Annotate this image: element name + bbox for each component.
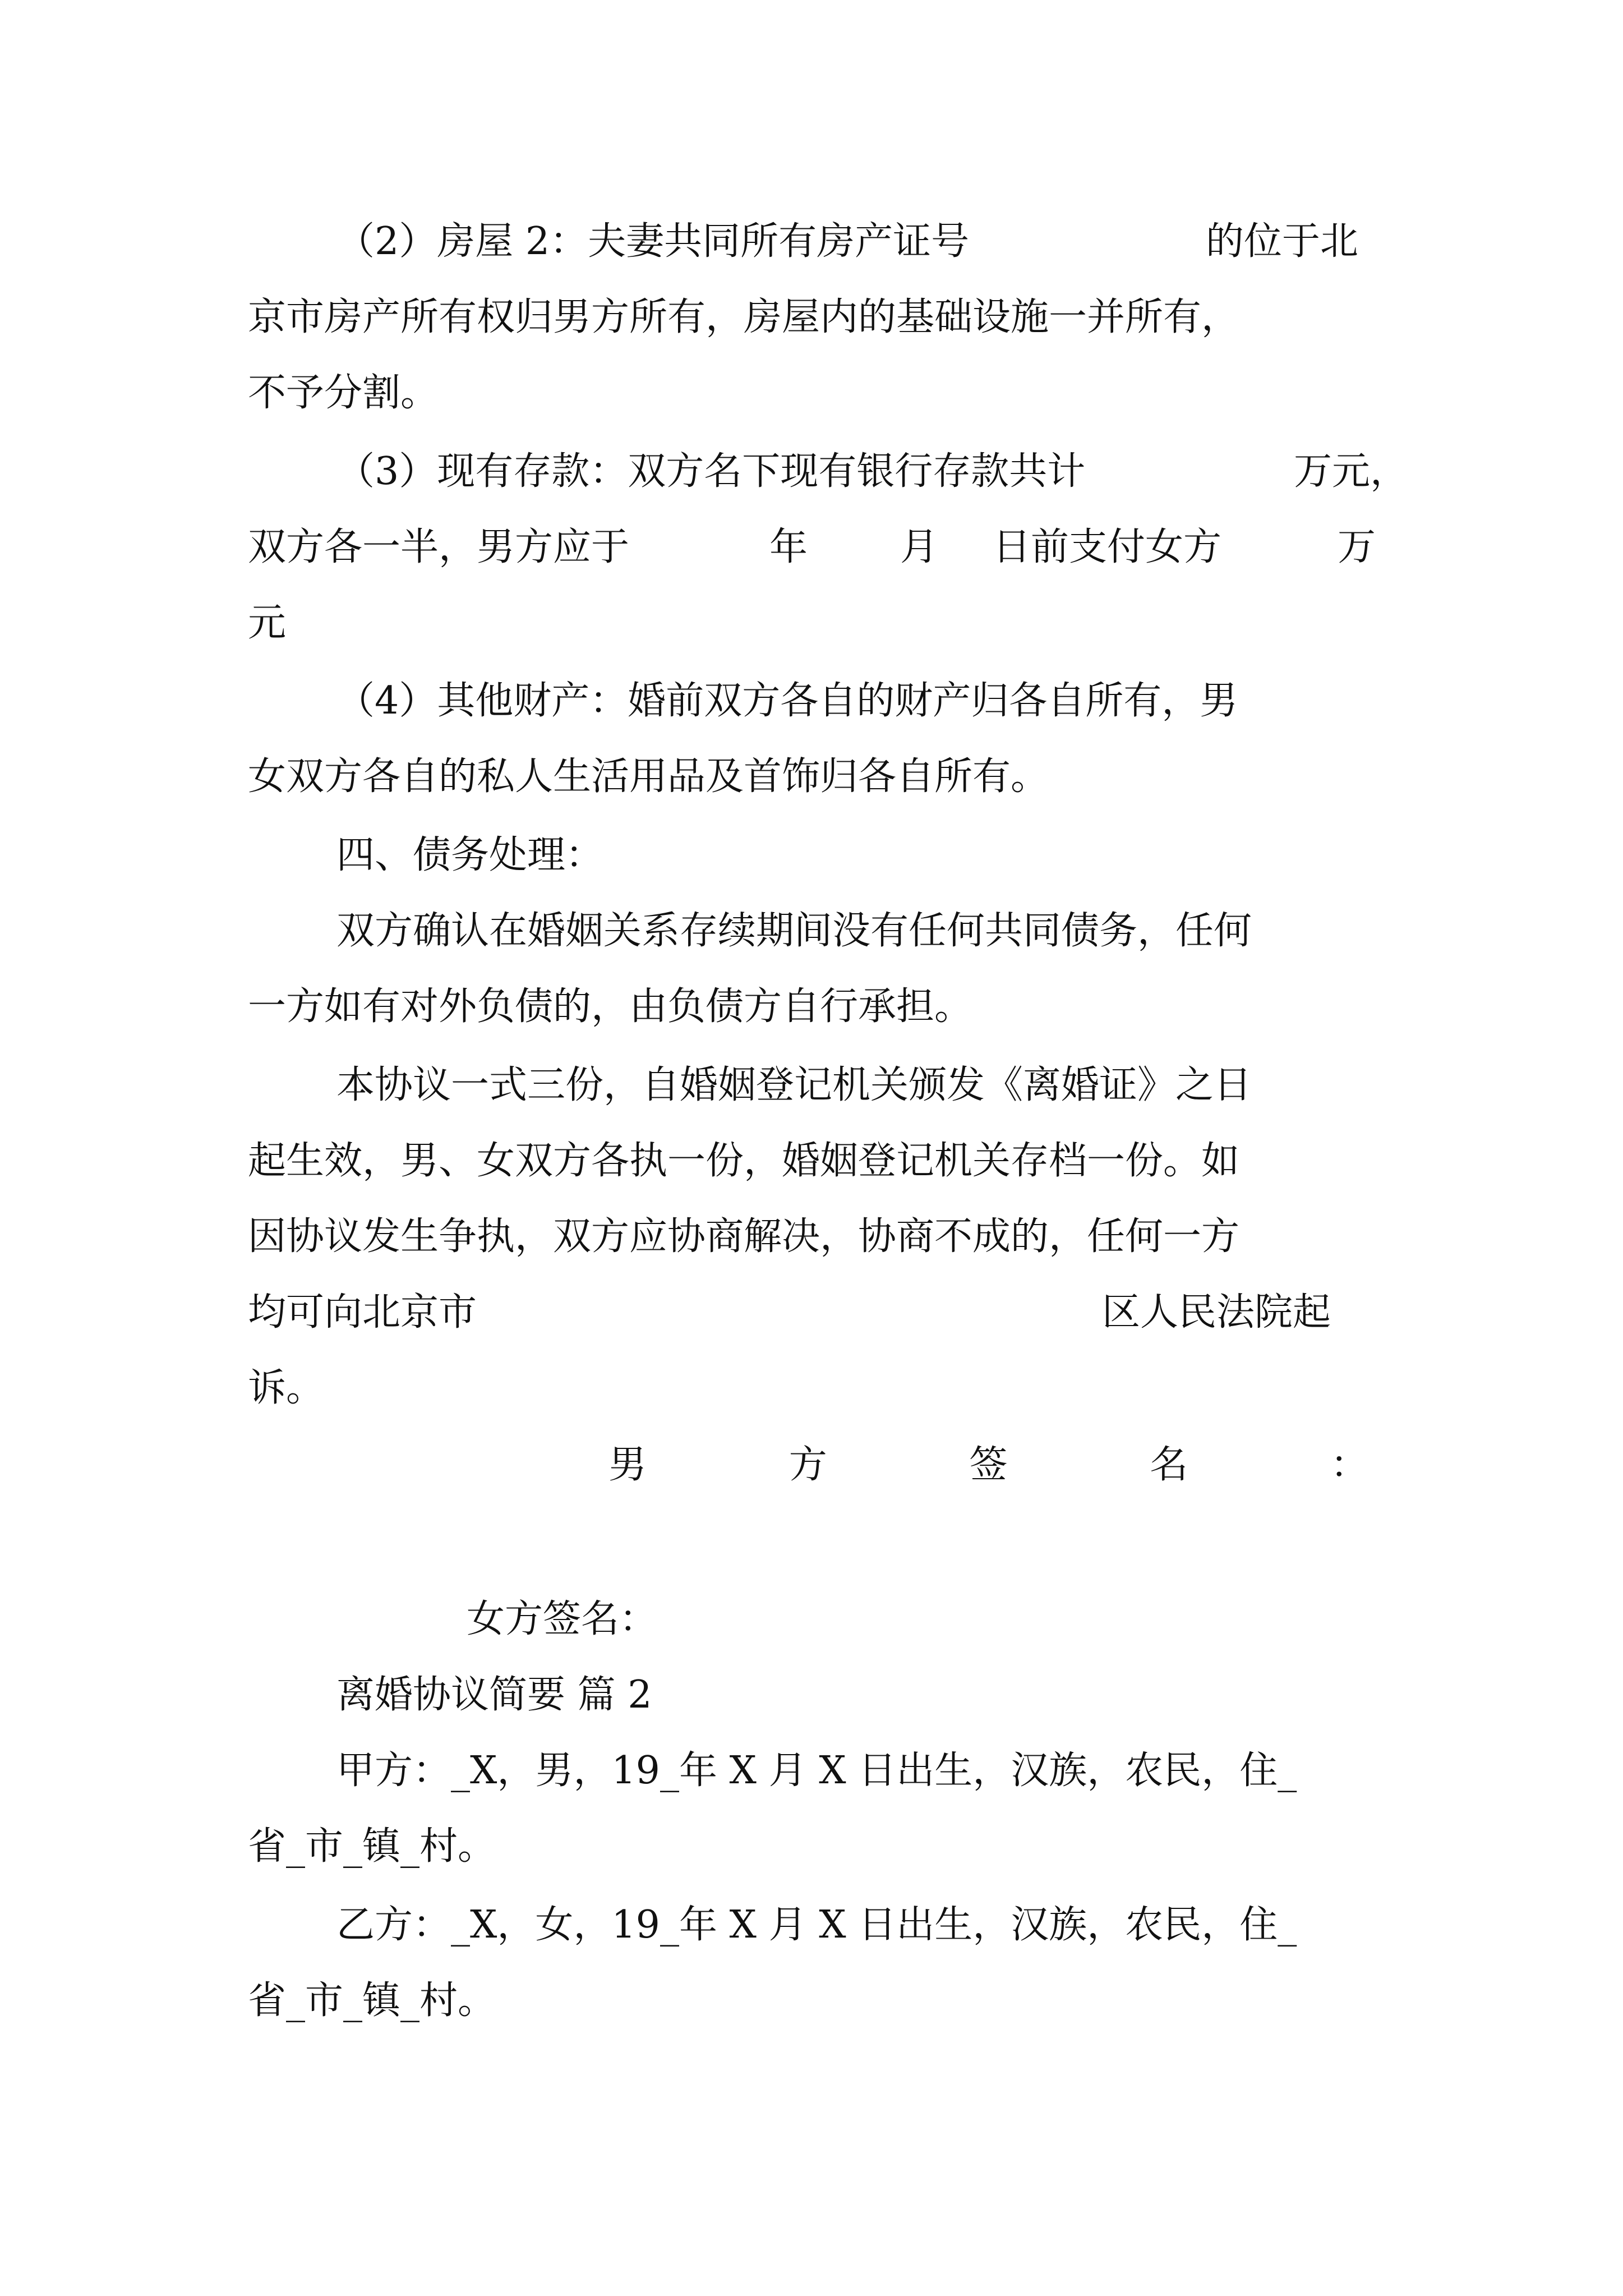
female-signature: 女方签名：: [467, 1597, 658, 1641]
house2-line1-prefix: （2）房屋 2：夫妻共同所有房产证号: [336, 219, 970, 264]
debt-para-line1: 双方确认在婚姻关系存续期间没有任何共同债务，任何: [336, 909, 1252, 953]
closing-line4-prefix: 均可向北京市: [248, 1290, 477, 1335]
male-signature-line: [608, 1443, 1368, 1487]
closing-line2: 起生效，男、女双方各执一份，婚姻登记机关存档一份。如: [248, 1139, 1240, 1183]
party-b-line2: 省_市_镇_村。: [248, 1978, 496, 2023]
part2-title: 离婚协议简要 篇 2: [336, 1673, 652, 1717]
deposits-line1-suffix: 万元，: [1294, 449, 1409, 494]
closing-line4-suffix: 区人民法院起: [1102, 1290, 1331, 1335]
deposits-line2-day: 日前支付女方: [993, 525, 1222, 569]
male-signature-char: 名: [1150, 1443, 1188, 1487]
party-a-line1: 甲方：_X，男，19_年 X 月 X 日出生，汉族，农民，住_: [336, 1749, 1297, 1793]
closing-line1: 本协议一式三份，自婚姻登记机关颁发《离婚证》之日: [336, 1063, 1252, 1107]
deposits-line2-wan: 万: [1338, 525, 1376, 569]
debt-heading: 四、债务处理：: [336, 833, 604, 877]
closing-line5: 诉。: [248, 1366, 325, 1410]
house2-line3: 不予分割。: [248, 371, 439, 415]
deposits-line3: 元: [248, 601, 287, 645]
house2-line1-suffix: 的位于北: [1206, 219, 1359, 264]
male-signature-char: ：: [1330, 1443, 1368, 1487]
deposits-line2-a: 双方各一半，男方应于: [248, 525, 630, 569]
debt-para-line2: 一方如有对外负债的，由负债方自行承担。: [248, 984, 973, 1029]
party-a-line2: 省_市_镇_村。: [248, 1824, 496, 1869]
other-property-line2: 女双方各自的私人生活用品及首饰归各自所有。: [248, 754, 1049, 799]
party-b-line1: 乙方：_X，女，19_年 X 月 X 日出生，汉族，农民，住_: [336, 1903, 1297, 1947]
deposits-line2-year: 年: [769, 525, 808, 569]
male-signature-char: 男: [608, 1443, 647, 1487]
male-signature-char: 签: [969, 1443, 1008, 1487]
male-signature-char: 方: [789, 1443, 827, 1487]
house2-line2: 京市房产所有权归男方所有，房屋内的基础设施一并所有，: [248, 295, 1240, 339]
deposits-line2-month: 月: [900, 525, 939, 569]
other-property-line1: （4）其他财产：婚前双方各自的财产归各自所有，男: [336, 679, 1238, 723]
deposits-line1-prefix: （3）现有存款：双方名下现有银行存款共计: [336, 449, 1086, 494]
closing-line3: 因协议发生争执，双方应协商解决，协商不成的，任何一方: [248, 1214, 1240, 1259]
